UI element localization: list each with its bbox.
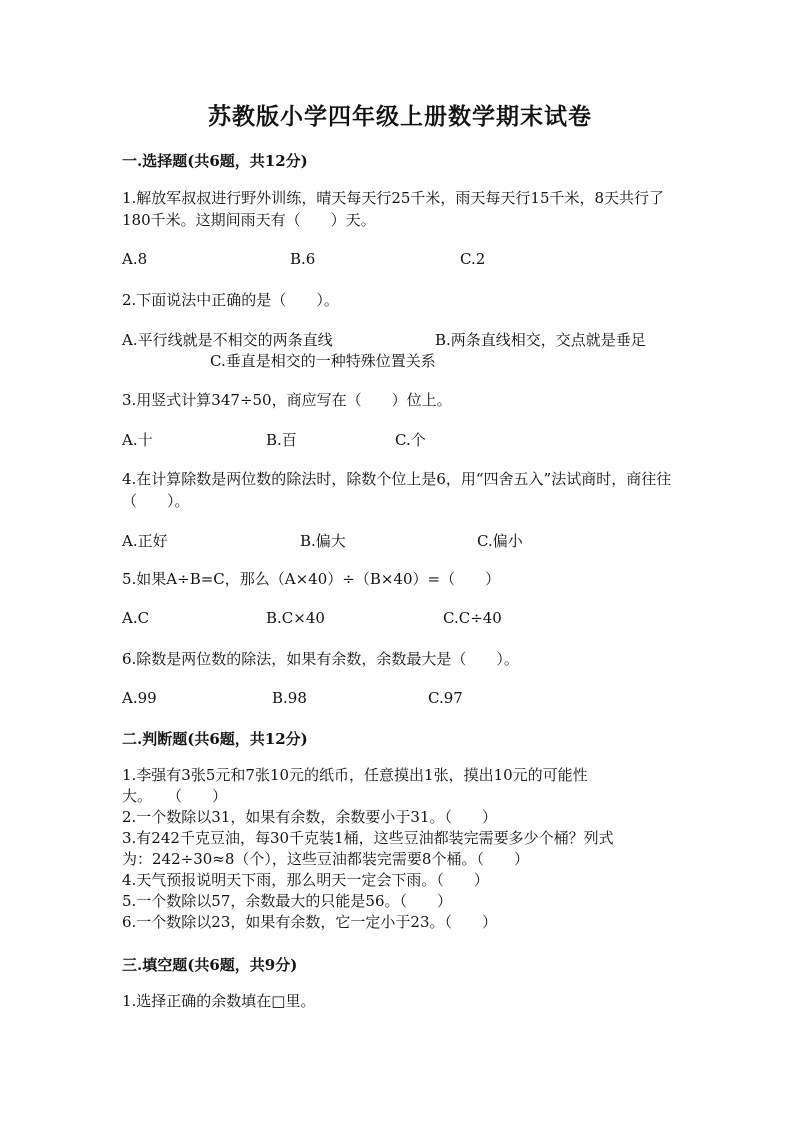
option: A.平行线就是不相交的两条直线 (122, 331, 333, 349)
option: A.十 (122, 431, 153, 449)
question-text: 4.在计算除数是两位数的除法时，除数个位上是6，用“四舍五入”法试商时，商往往（ ）。 (122, 470, 672, 510)
question-text: 2.下面说法中正确的是（ ）。 (122, 291, 339, 309)
option: C.垂直是相交的一种特殊位置关系 (210, 352, 436, 370)
option: C.C÷40 (443, 609, 502, 627)
fill-blank-line: 1.选择正确的余数填在□里。 (122, 992, 316, 1010)
question-text: 3.用竖式计算347÷50，商应写在（ ）位上。 (122, 391, 452, 409)
judgement-line: 6.一个数除以23，如果有余数，它一定小于23。（ ） (122, 913, 497, 931)
option: A.正好 (122, 532, 168, 550)
judgement-line: 2.一个数除以31，如果有余数，余数要小于31。（ ） (122, 808, 497, 826)
option: C.2 (460, 250, 486, 268)
judgement-line: 为：242÷30≈8（个），这些豆油都装完需要8个桶。（ ） (122, 850, 529, 868)
option: C.个 (395, 431, 426, 449)
option: B.两条直线相交，交点就是垂足 (435, 331, 646, 349)
judgement-line: 1.李强有3张5元和7张10元的纸币，任意摸出1张，摸出10元的可能性 (122, 766, 588, 784)
option: B.百 (266, 431, 297, 449)
section-heading: 二.判断题(共6题，共12分) (122, 730, 308, 748)
judgement-line: 5.一个数除以57，余数最大的只能是56。（ ） (122, 892, 452, 910)
option: C.97 (428, 689, 463, 707)
option: A.8 (122, 250, 148, 268)
judgement-line: 大。 （ ） (122, 787, 228, 805)
option: B.98 (272, 689, 307, 707)
judgement-line: 3.有242千克豆油，每30千克装1桶，这些豆油都装完需要多少个桶？列式 (122, 829, 614, 847)
question-text: 1.解放军叔叔进行野外训练，晴天每天行25千米，雨天每天行15千米，8天共行了180千米。这期间雨天有（ ）天。 (122, 189, 665, 229)
question-text: 5.如果A÷B=C，那么（A×40）÷（B×40）=（ ） (122, 570, 501, 588)
question-text: 6.除数是两位数的除法，如果有余数，余数最大是（ ）。 (122, 650, 519, 668)
option: B.6 (290, 250, 316, 268)
section-heading: 三.填空题(共6题，共9分) (122, 956, 298, 974)
option: C.偏小 (477, 532, 523, 550)
option: A.99 (122, 689, 157, 707)
section-heading: 一.选择题(共6题，共12分) (122, 152, 308, 170)
judgement-line: 4.天气预报说明天下雨，那么明天一定会下雨。（ ） (122, 871, 489, 889)
page-title: 苏教版小学四年级上册数学期末试卷 (208, 103, 592, 130)
option: A.C (122, 609, 150, 627)
option: B.偏大 (300, 532, 346, 550)
option: B.C×40 (266, 609, 325, 627)
